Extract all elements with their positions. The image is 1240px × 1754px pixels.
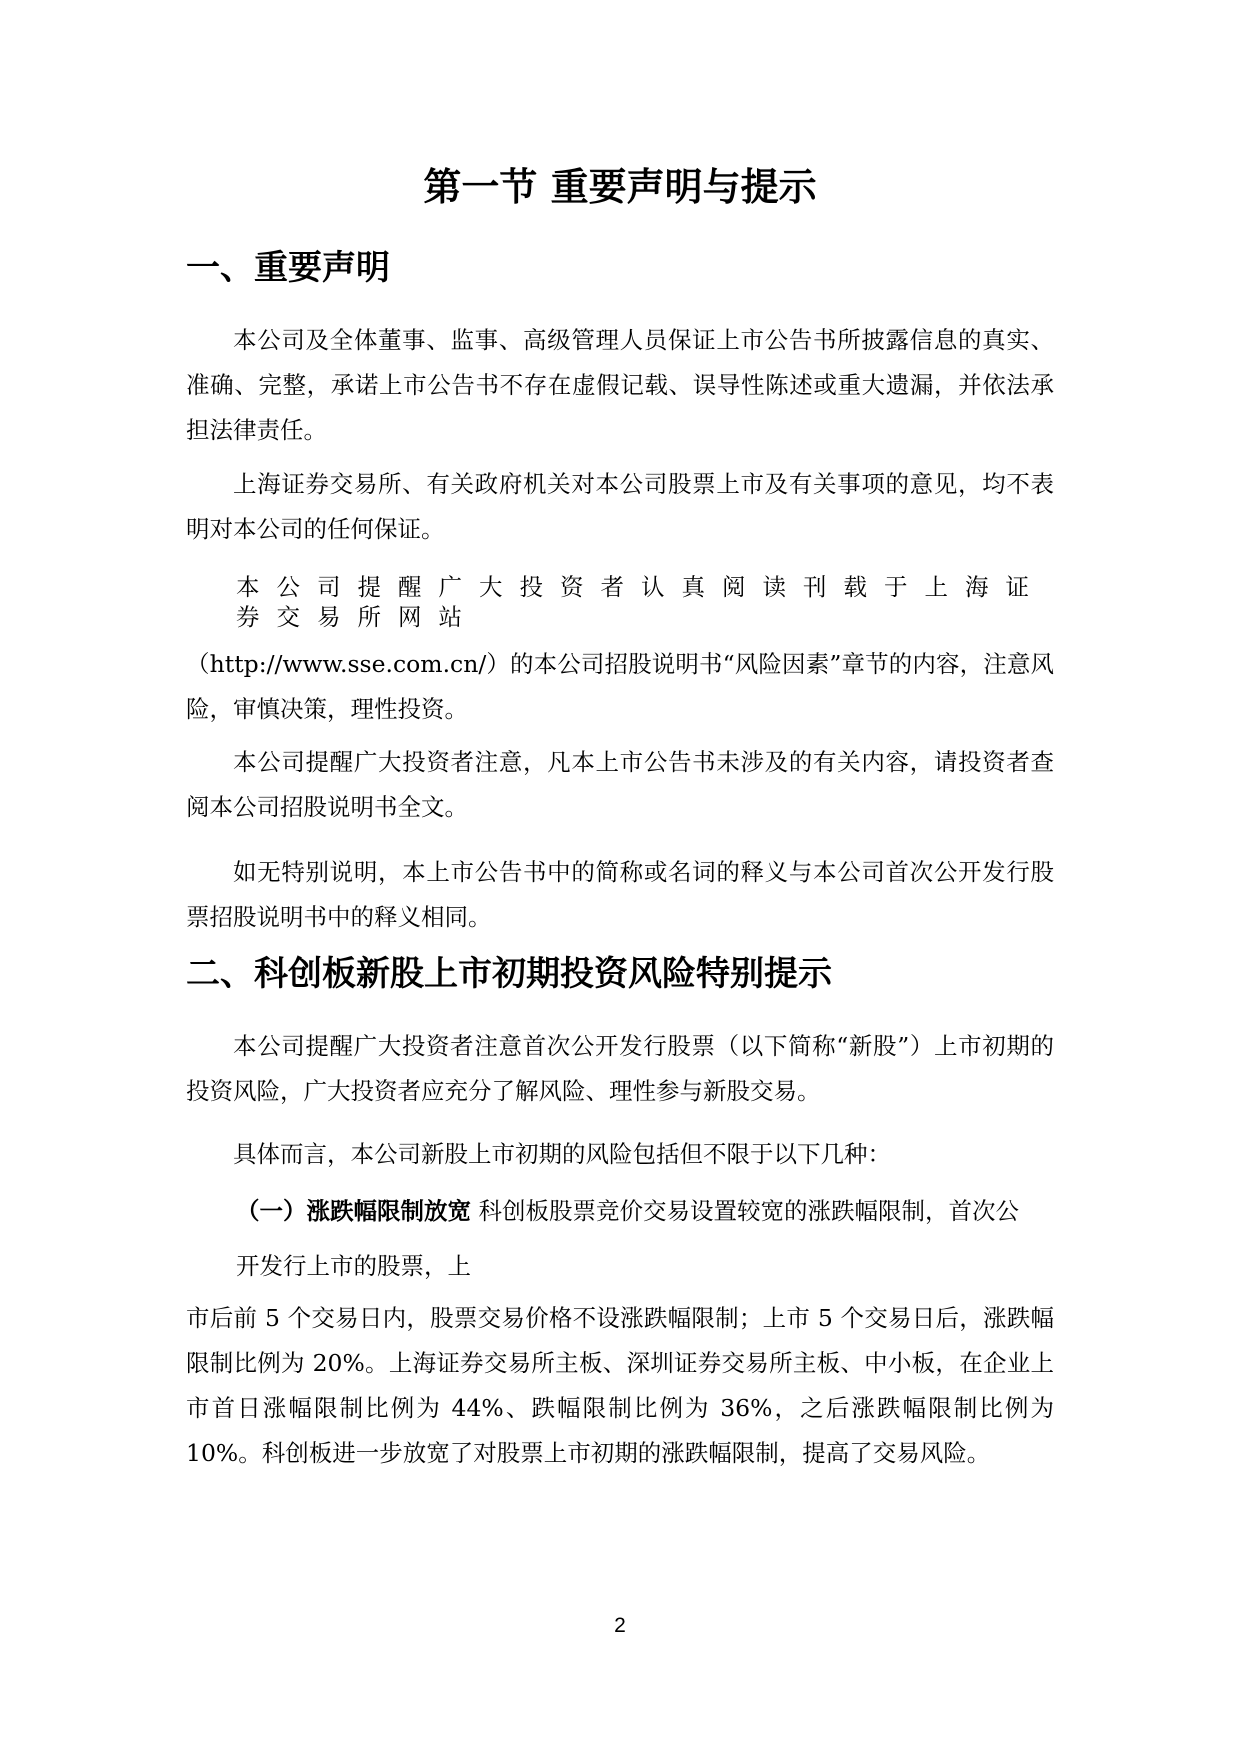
paragraph-statement-4: 本公司提醒广大投资者注意，凡本上市公告书未涉及的有关内容，请投资者查阅本公司招股说明书全文。 [186,748,1054,821]
page-title: 第一节 重要声明与提示 [423,165,817,209]
risk-item-1-text: 科创板股票竞价交易设置较宽的涨跌幅限制，首次公 [478,1197,1019,1225]
paragraph-statement-5: 如无特别说明，本上市公告书中的简称或名词的释义与本公司首次公开发行股票招股说明书中的释义相同。 [186,858,1054,931]
risk-item-1-second-line: 开发行上市的股票，上 [236,1252,471,1280]
paragraph-statement-3-spaced: 本公司提醒广大投资者认真阅读刊载于上海证券交易所网站 [236,573,1046,631]
risk-item-1-first-line [236,1189,1019,1234]
paragraph-statement-1: 本公司及全体董事、监事、高级管理人员保证上市公告书所披露信息的真实、准确、完整，承诺上市公告书不存在虚假记载、误导性陈述或重大遗漏，并依法承担法律责任。 [186,326,1054,444]
section-heading-important-statement: 一、重要声明 [186,248,390,288]
paragraph-statement-2: 上海证券交易所、有关政府机关对本公司股票上市及有关事项的意见，均不表明对本公司的任何保证。 [186,470,1054,543]
page-number: 2 [614,1614,626,1637]
risk-item-1-label: （一）涨跌幅限制放宽 [236,1197,471,1225]
paragraph-risk-1: 本公司提醒广大投资者注意首次公开发行股票（以下简称“新股”）上市初期的投资风险，广大投资者应充分了解风险、理性参与新股交易。 [186,1032,1054,1105]
paragraph-risk-2: 具体而言，本公司新股上市初期的风险包括但不限于以下几种： [233,1140,891,1168]
risk-item-1-body: 市后前 5 个交易日内，股票交易价格不设涨跌幅限制；上市 5 个交易日后，涨跌幅限制比例为 20%。上海证券交易所主板、深圳证券交易所主板、中小板，在企业上市首日涨幅限制比例为 44%、跌幅限制比例为 36%，之后涨跌幅限制比例为 10%。科创板进一步放宽了对股票上市初期的涨跌幅限制，提高了交易风险。 [186,1304,1054,1467]
paragraph-statement-3-rest: （http://www.sse.com.cn/）的本公司招股说明书“风险因素”章节的内容，注意风险，审慎决策，理性投资。 [186,650,1054,723]
section-heading-risk-notice: 二、科创板新股上市初期投资风险特别提示 [186,954,832,994]
